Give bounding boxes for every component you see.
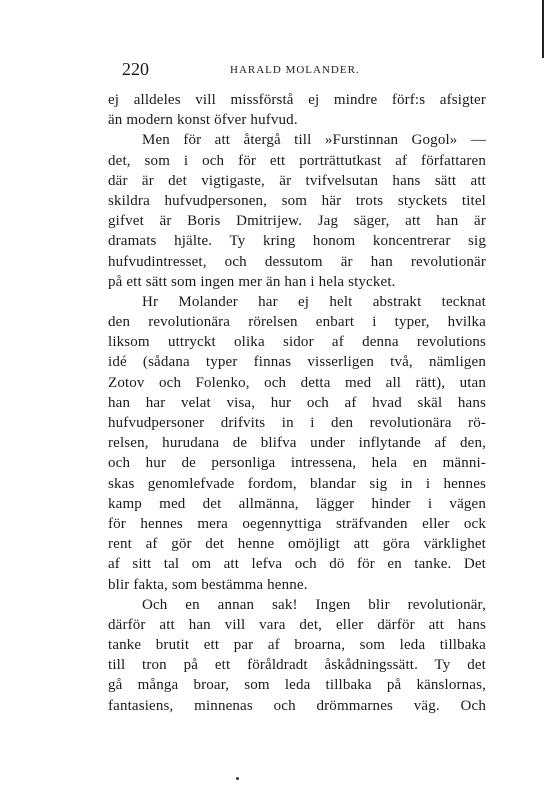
text-line: blir fakta, som bestämma henne. (108, 576, 308, 593)
text-line: på ett sätt som ingen mer än han i hela stycket. (108, 273, 396, 290)
text-line: liksom uttryckt olika sidor af denna revolutions (108, 334, 486, 351)
text-line: det, som i och för ett porträttutkast af författaren (108, 152, 486, 169)
text-line: till tron på ett föråldradt åskådningssätt. Ty det (108, 657, 486, 674)
page-header (108, 58, 486, 82)
text-line: relsen, hurudana de blifva under inflytande af den, (108, 435, 486, 452)
body-text (108, 90, 486, 716)
text-line: hufvudintresset, och dessutom är han revolutionär (108, 253, 486, 270)
text-line: hufvudpersoner drifvits in i den revolutionära rö- (108, 415, 486, 431)
text-line: och hur de personliga intressena, hela en männi- (108, 455, 486, 472)
text-line: Men för att återgå till »Furstinnan Gogol» — (142, 132, 486, 149)
text-line: ej alldeles vill missförstå ej mindre förf:s afsigter (108, 92, 486, 108)
footer-ink-dot (236, 777, 239, 780)
text-line: för hennes mera oegennyttiga sträfvanden eller ock (108, 515, 486, 532)
text-line: gå många broar, som leda tillbaka på känslornas, (108, 677, 486, 694)
text-line: han har velat visa, hur och af hvad skäl hans (108, 394, 486, 411)
text-line: än modern konst öfver hufvud. (108, 112, 298, 129)
running-title: HARALD MOLANDER. (230, 64, 360, 76)
text-line: den revolutionära rörelsen enbart i typer, hvilka (108, 314, 486, 331)
text-line: Och en annan sak! Ingen blir revolutionär, (142, 596, 486, 613)
text-line: Zotov och Folenko, och detta med all rätt), utan (108, 374, 486, 391)
text-line: kamp med det allmänna, lägger hinder i vägen (108, 495, 486, 512)
text-line: fantasiens, minnenas och drömmarnes väg. Och (108, 697, 486, 714)
text-line: rent af gör det henne omöjligt att göra värklighet (108, 536, 486, 553)
text-line: därför att han vill vara det, eller därför att hans (108, 616, 486, 633)
text-line: skas genomlefvade fordom, blandar sig in i hennes (108, 475, 486, 492)
text-line: idé (sådana typer finnas visserligen två, nämligen (108, 354, 486, 371)
page-number: 220 (122, 59, 149, 79)
page-edge-rule (542, 0, 544, 58)
text-line: af sitt tal om att lefva och dö för en tanke. Det (108, 556, 486, 573)
text-line: tanke brutit ett par af broarna, som leda tillbaka (108, 637, 486, 654)
text-line: dramats hjälte. Ty kring honom koncentrerar sig (108, 233, 486, 250)
text-line: Hr Molander har ej helt abstrakt tecknat (142, 293, 486, 310)
text-line: gifvet är Boris Dmitrijew. Jag säger, att han är (108, 213, 486, 230)
text-line: skildra hufvudpersonen, som här trots styckets titel (108, 192, 486, 209)
text-line: där är det vigtigaste, är tvifvelsutan hans sätt att (108, 172, 486, 189)
